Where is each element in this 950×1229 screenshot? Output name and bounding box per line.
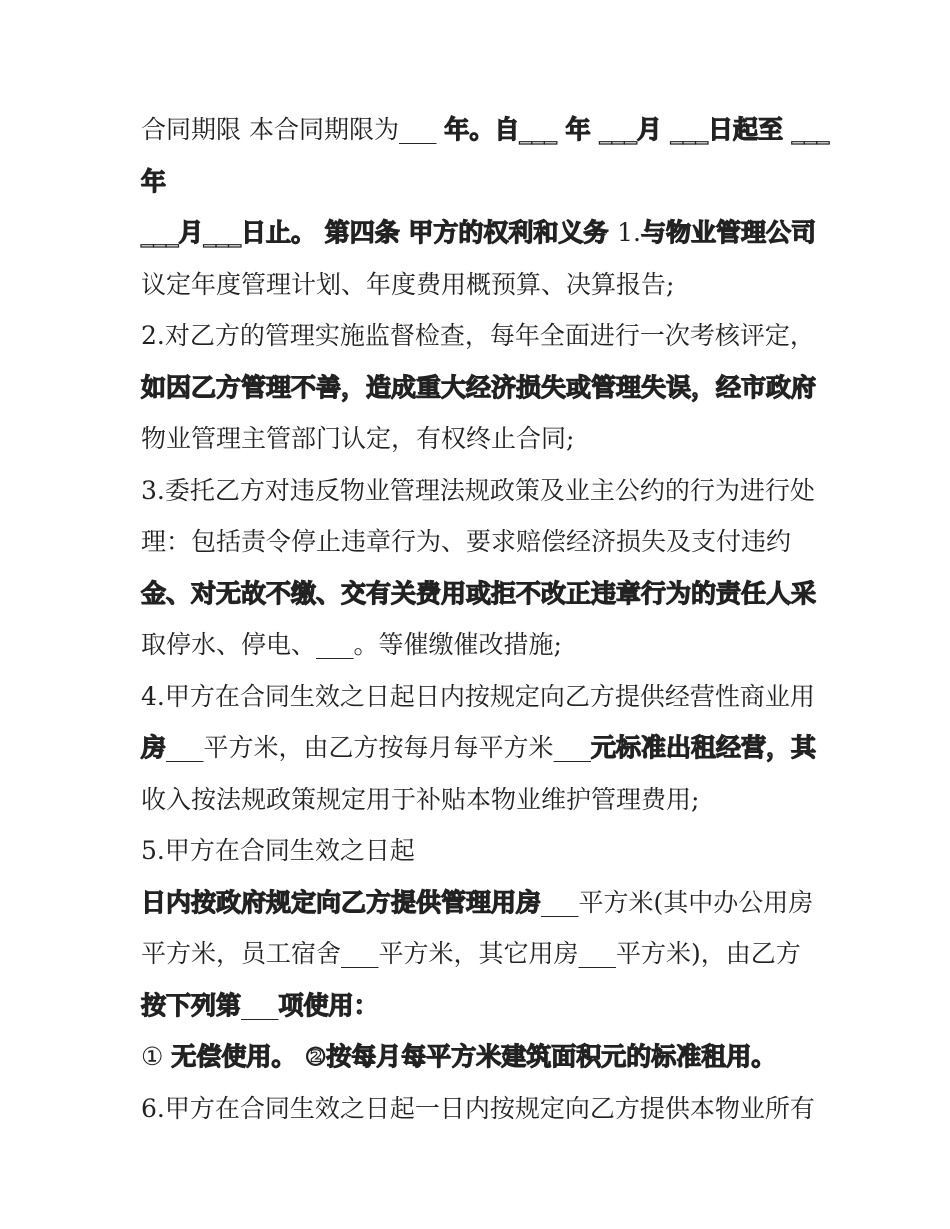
text-segment: 3.委托乙方对违反物业管理法规政策及业主公约的行为进行处 [141,476,815,505]
text-line [141,628,821,662]
text-line [141,989,821,1023]
text-segment: 收入按法规政策规定用于补贴本物业维护管理费用; [141,785,700,814]
text-segment: 合同期限 本合同期限为___ [141,115,445,144]
text-segment: 6.甲方在合同生效之日起一日内按规定向乙方提供本物业所有 [141,1094,815,1123]
text-line [141,268,821,302]
outlined-text-segment: 无偿使用。 ②按每月每平方米建筑面积元的标准租用。 [171,1042,777,1071]
outlined-text-segment: ___月___日止。 第四条 甲方的权利和义务 [141,218,618,247]
text-line [141,165,821,199]
outlined-text-segment: 年。自___ 年 ___月 ___日起至 ___ [444,115,830,144]
outlined-text-segment: 元标准出租经营，其 [591,733,817,762]
text-segment: 取停水、停电、___。等催缴催改措施; [141,630,562,659]
text-segment: 2.对乙方的管理实施监督检查，每年全面进行一次考核评定， [141,321,815,350]
text-line [141,783,821,817]
text-segment: 理：包括责令停止违章行为、要求赔偿经济损失及支付违约 [141,527,792,556]
outlined-text-segment: 年 [141,167,167,196]
text-segment: ① [141,1042,172,1071]
text-line [141,525,821,559]
outlined-text-segment: 按下列第 [141,991,242,1020]
text-segment: 物业管理主管部门认定，有权终止合同; [141,424,575,453]
outlined-text-segment: 项使用： [278,991,379,1020]
text-line [141,834,821,868]
text-segment: 议定年度管理计划、年度费用概预算、决算报告; [141,270,675,299]
text-segment: 平方米，员工宿舍___平方米，其它用房___平方米)，由乙方 [141,939,801,968]
outlined-text-segment: 日内按政府规定向乙方提供管理用房 [141,888,542,917]
text-segment: 4.甲方在合同生效之日起日内按规定向乙方提供经营性商业用 [141,682,815,711]
text-line [141,422,821,456]
text-line [141,319,821,353]
text-segment: ___平方米，由乙方按每月每平方米___ [166,733,592,762]
text-line [141,1040,821,1074]
text-line [141,216,821,250]
outlined-text-segment: 与物业管理公司 [640,218,816,247]
text-segment: 1. [617,218,641,247]
outlined-text-segment: 如因乙方管理不善，造成重大经济损失或管理失误，经市政府 [141,373,817,402]
outlined-text-segment: 金、对无故不缴、交有关费用或拒不改正违章行为的责任人采 [141,579,817,608]
text-line [141,731,821,765]
text-line [141,371,821,405]
text-segment: ___平方米(其中办公用房 [541,888,814,917]
text-line [141,474,821,508]
text-segment: 5.甲方在合同生效之日起 [141,836,415,865]
text-line [141,937,821,971]
text-line [141,113,830,147]
text-line [141,1092,821,1126]
text-line [141,886,821,920]
text-line [141,680,821,714]
text-segment: ___ [241,991,279,1020]
text-line [141,577,821,611]
outlined-text-segment: 房 [141,733,167,762]
